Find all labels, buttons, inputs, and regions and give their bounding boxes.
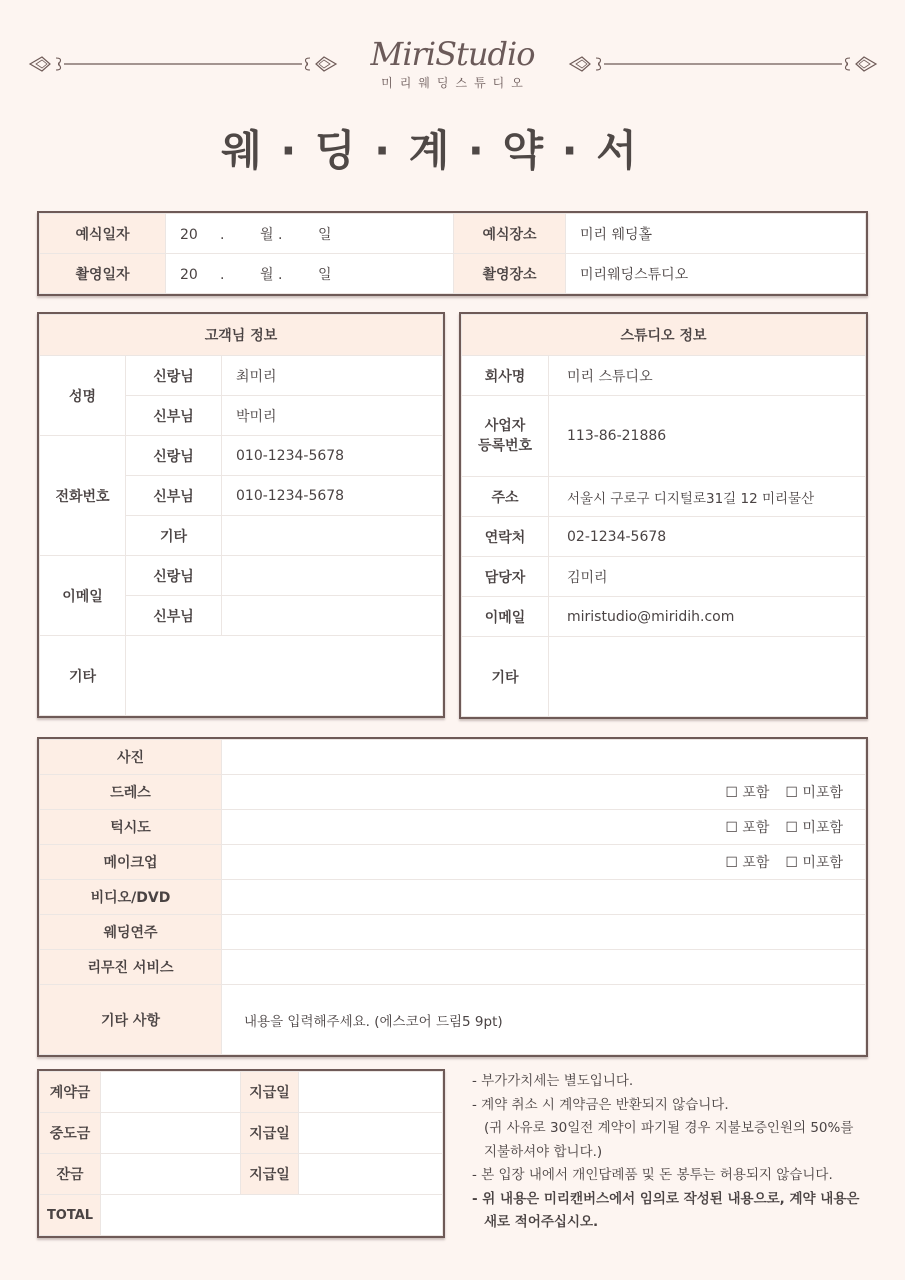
other-notes-field[interactable]: 내용을 입력해주세요. (에스코어 드림5 9pt) — [222, 985, 866, 1055]
makeup-label: 메이크업 — [40, 845, 222, 880]
studio-info-title: 스튜디오 정보 — [462, 315, 866, 356]
table-row — [40, 985, 866, 1055]
studio-etc-field[interactable] — [549, 637, 866, 717]
tuxedo-options — [222, 810, 866, 845]
video-field[interactable] — [222, 880, 866, 915]
table-row — [462, 597, 866, 637]
etc-label: 기타 — [40, 636, 126, 716]
studio-email-label: 이메일 — [462, 597, 549, 637]
bride-name-field[interactable]: 박미리 — [222, 396, 443, 436]
deposit-amount-field[interactable] — [101, 1072, 241, 1113]
name-label: 성명 — [40, 356, 126, 436]
studio-info-table — [459, 312, 868, 719]
table-row — [40, 915, 866, 950]
interim-date-label: 지급일 — [241, 1113, 299, 1154]
note-line: 지불하셔야 합니다.) — [484, 1143, 603, 1160]
limousine-field[interactable] — [222, 950, 866, 985]
shoot-place-label: 촬영장소 — [454, 254, 566, 294]
business-number-field[interactable]: 113-86-21886 — [549, 396, 866, 477]
table-row — [40, 1113, 443, 1154]
contract-notes — [472, 1070, 872, 1235]
table-row — [462, 396, 866, 477]
table-row — [40, 556, 443, 596]
bride-label: 신부님 — [126, 396, 222, 436]
day-suffix: 일 — [318, 226, 332, 243]
other-phone-field[interactable] — [222, 516, 443, 556]
client-info-table — [37, 312, 445, 718]
total-label: TOTAL — [40, 1195, 101, 1236]
makeup-include-checkbox[interactable]: ☐ 포함 — [725, 855, 770, 871]
table-row — [40, 436, 443, 476]
bride-phone-field[interactable]: 010-1234-5678 — [222, 476, 443, 516]
company-field[interactable]: 미리 스튜디오 — [549, 356, 866, 396]
table-row — [40, 636, 443, 716]
contact-label: 연락처 — [462, 517, 549, 557]
month-suffix: 월 . — [260, 226, 283, 243]
table-row — [40, 1154, 443, 1195]
studio-logo — [340, 34, 565, 91]
business-label-line2: 등록번호 — [477, 438, 533, 454]
ceremony-dates-table — [37, 211, 868, 296]
table-row — [40, 1195, 443, 1236]
balance-date-label: 지급일 — [241, 1154, 299, 1195]
ornament-divider-right-icon — [568, 52, 878, 76]
phone-label: 전화번호 — [40, 436, 126, 556]
deposit-label: 계약금 — [40, 1072, 101, 1113]
bride-email-field[interactable] — [222, 596, 443, 636]
studio-email-field[interactable]: miristudio@miridih.com — [549, 597, 866, 637]
table-row — [40, 356, 443, 396]
note-line: - 계약 취소 시 계약금은 반환되지 않습니다. — [472, 1096, 729, 1113]
studio-etc-label: 기타 — [462, 637, 549, 717]
email-label: 이메일 — [40, 556, 126, 636]
dress-options — [222, 775, 866, 810]
address-label: 주소 — [462, 477, 549, 517]
table-row — [462, 477, 866, 517]
logo-script-text: MiriStudio — [370, 35, 535, 73]
deposit-date-label: 지급일 — [241, 1072, 299, 1113]
logo-subtitle: 미리웨딩스튜디오 — [381, 76, 530, 90]
total-field[interactable] — [101, 1195, 443, 1236]
ceremony-date-label: 예식일자 — [40, 214, 166, 254]
etc-field[interactable] — [126, 636, 443, 716]
wedding-music-label: 웨딩연주 — [40, 915, 222, 950]
dot-separator: . — [220, 266, 225, 283]
services-table — [37, 737, 868, 1057]
balance-amount-field[interactable] — [101, 1154, 241, 1195]
ceremony-date-field[interactable] — [166, 214, 454, 254]
wedding-music-field[interactable] — [222, 915, 866, 950]
groom-label: 신랑님 — [126, 356, 222, 396]
table-row — [462, 356, 866, 396]
note-line: - 위 내용은 미리캔버스에서 임의로 작성된 내용으로, 계약 내용은 — [472, 1190, 860, 1207]
manager-label: 담당자 — [462, 557, 549, 597]
groom-phone-field[interactable]: 010-1234-5678 — [222, 436, 443, 476]
address-field[interactable]: 서울시 구로구 디지털로31길 12 미리물산 — [549, 477, 866, 517]
limousine-label: 리무진 서비스 — [40, 950, 222, 985]
table-row — [462, 517, 866, 557]
photo-label: 사진 — [40, 740, 222, 775]
company-label: 회사명 — [462, 356, 549, 396]
ceremony-place-label: 예식장소 — [454, 214, 566, 254]
table-row — [40, 950, 866, 985]
month-suffix: 월 . — [260, 266, 283, 283]
table-row — [40, 214, 866, 254]
shoot-place-field[interactable]: 미리웨딩스튜디오 — [566, 254, 866, 294]
balance-date-field[interactable] — [299, 1154, 443, 1195]
table-row — [40, 740, 866, 775]
table-row — [40, 775, 866, 810]
other-label: 기타 — [126, 516, 222, 556]
groom-name-field[interactable]: 최미리 — [222, 356, 443, 396]
note-line: - 부가가치세는 별도입니다. — [472, 1073, 634, 1089]
note-line: - 본 입장 내에서 개인답례품 및 돈 봉투는 허용되지 않습니다. — [472, 1167, 833, 1183]
interim-label: 중도금 — [40, 1113, 101, 1154]
page-title: 웨 · 딩 · 계 · 약 · 서 — [221, 126, 639, 175]
table-row — [462, 557, 866, 597]
shoot-date-label: 촬영일자 — [40, 254, 166, 294]
bride-label: 신부님 — [126, 596, 222, 636]
other-notes-label: 기타 사항 — [40, 985, 222, 1055]
table-row — [40, 810, 866, 845]
groom-label: 신랑님 — [126, 436, 222, 476]
table-row — [40, 254, 866, 294]
business-label-line1: 사업자 — [484, 418, 526, 434]
dress-exclude-checkbox[interactable]: ☐ 미포함 — [785, 785, 843, 801]
shoot-date-field[interactable] — [166, 254, 454, 294]
tuxedo-exclude-checkbox[interactable]: ☐ 미포함 — [785, 820, 843, 836]
manager-field[interactable]: 김미리 — [549, 557, 866, 597]
payment-table — [37, 1069, 445, 1238]
balance-label: 잔금 — [40, 1154, 101, 1195]
groom-email-field[interactable] — [222, 556, 443, 596]
day-suffix: 일 — [318, 266, 332, 283]
note-line: 새로 적어주십시오. — [484, 1214, 599, 1230]
note-line: (귀 사유로 30일전 계약이 파기될 경우 지불보증인원의 50%를 — [484, 1120, 854, 1136]
tuxedo-label: 턱시도 — [40, 810, 222, 845]
photo-field[interactable] — [222, 740, 866, 775]
year-prefix: 20 — [180, 266, 198, 283]
interim-date-field[interactable] — [299, 1113, 443, 1154]
makeup-exclude-checkbox[interactable]: ☐ 미포함 — [785, 855, 843, 871]
year-prefix: 20 — [180, 226, 198, 243]
groom-label: 신랑님 — [126, 556, 222, 596]
dot-separator: . — [220, 226, 225, 243]
business-number-label — [462, 396, 549, 477]
ceremony-place-field[interactable]: 미리 웨딩홀 — [566, 214, 866, 254]
makeup-options — [222, 845, 866, 880]
video-label: 비디오/DVD — [40, 880, 222, 915]
tuxedo-include-checkbox[interactable]: ☐ 포함 — [725, 820, 770, 836]
client-info-title: 고객님 정보 — [40, 315, 443, 356]
table-row — [40, 845, 866, 880]
table-row — [40, 880, 866, 915]
contact-field[interactable]: 02-1234-5678 — [549, 517, 866, 557]
deposit-date-field[interactable] — [299, 1072, 443, 1113]
table-row — [40, 1072, 443, 1113]
table-row — [462, 637, 866, 717]
interim-amount-field[interactable] — [101, 1113, 241, 1154]
dress-include-checkbox[interactable]: ☐ 포함 — [725, 785, 770, 801]
bride-label: 신부님 — [126, 476, 222, 516]
dress-label: 드레스 — [40, 775, 222, 810]
ornament-divider-left-icon — [28, 52, 338, 76]
